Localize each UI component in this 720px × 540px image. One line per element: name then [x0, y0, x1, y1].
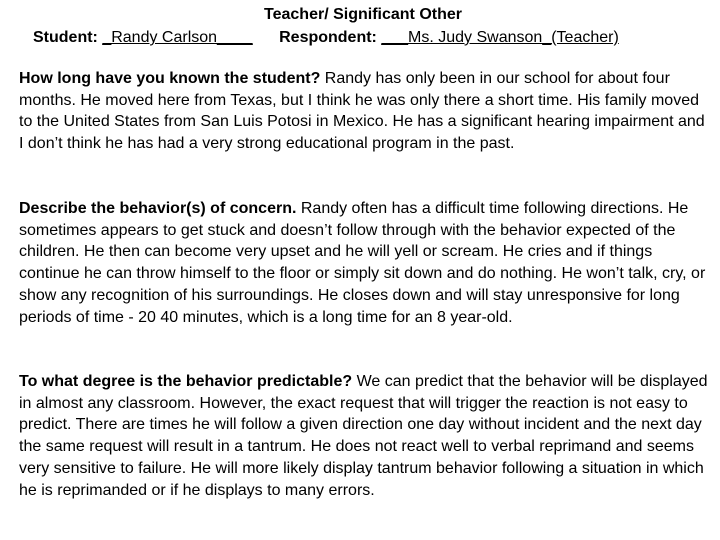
- answer-text: Randy has only been in our school for about four months. He moved here from Texas, but I think he was only there a short time. His family moved to the United States from San Luis Potosi in Mexico. He has a significant hearing impairment and I don’t think he has had a very strong educational program in the past.: [19, 70, 705, 153]
- student-label: Student:: [33, 29, 98, 46]
- form-header: [33, 28, 619, 48]
- answer-text: Randy often has a difficult time following directions. He sometimes appears to get stuck and doesn’t follow through with the behavior expected of the children. He then can become very upset and he will yell or scream. He cries and if things continue he can throw himself to the floor or simply sit down and do nothing. He won’t talk, cry, or show any recognition of his surroundings. He closes down and will stay unresponsive for long periods of time - 20 40 minutes, which is a long time for an 8 year-old.: [19, 200, 706, 326]
- question-text: Describe the behavior(s) of concern.: [19, 200, 297, 217]
- question-text: To what degree is the behavior predictable?: [19, 373, 353, 390]
- question-block-predictability: [19, 371, 713, 501]
- respondent-label: Respondent:: [279, 29, 377, 46]
- respondent-name-field: ___Ms. Judy Swanson_(Teacher): [381, 29, 619, 46]
- question-block-behavior-concern: [19, 198, 713, 328]
- answer-text: We can predict that the behavior will be displayed in almost any classroom. However, the exact request that will trigger the reaction is not easy to predict. There are times he will follow a given direction one day without incident and the next day the same request will result in a tantrum. He does not react well to verbal reprimand and seems very sensitive to failure. He will more likely display tantrum behavior following a situation in which he is reprimanded or if he displays to many errors.: [19, 373, 708, 499]
- student-name-field: _Randy Carlson____: [102, 29, 253, 46]
- page-title: Teacher/ Significant Other: [264, 6, 462, 23]
- question-block-known-duration: [19, 68, 713, 155]
- question-text: How long have you known the student?: [19, 70, 321, 87]
